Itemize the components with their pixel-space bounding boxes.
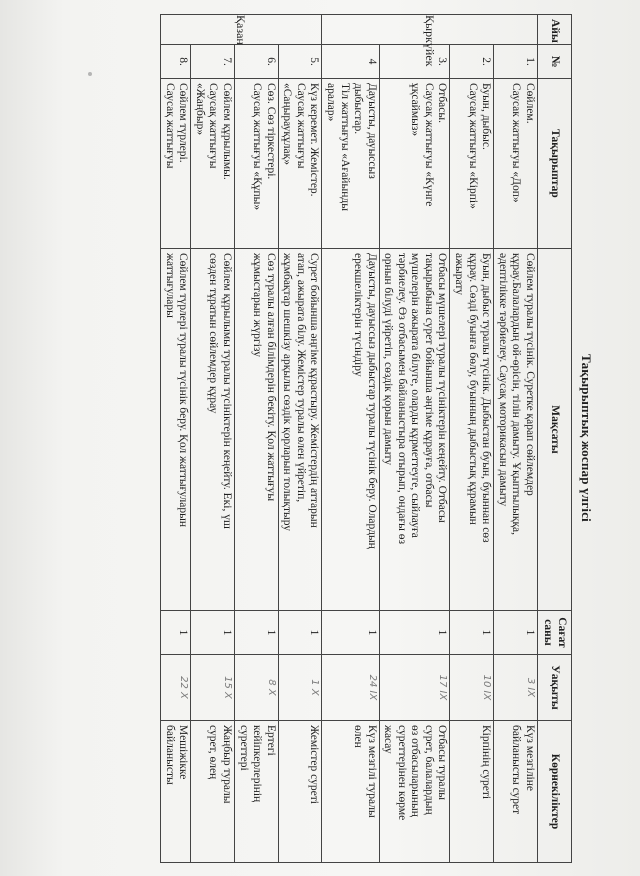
visuals-cell-line: өз отбасыларының <box>409 725 422 817</box>
goal-cell-line: Сөйлем түрлері туралы түсінік беру. Қол жаттығуларын <box>177 253 190 528</box>
goal-cell-line: жаттығулары <box>163 253 176 318</box>
goal-cell-line: атап, ажырата білу. Жемістер туралы өлен үйретіп, <box>294 253 307 503</box>
row-number: 5. <box>278 45 322 79</box>
hours-cell: 1 <box>235 611 279 655</box>
header-hours: Сағат саны <box>537 611 571 655</box>
visuals-cell-line: Жемістер суреті <box>308 725 321 804</box>
header-number: № <box>537 45 571 79</box>
topic-cell <box>235 79 279 249</box>
thematic-plan-table <box>160 14 572 863</box>
topic-cell-line: Сөйлем құрылымы. <box>221 83 234 180</box>
goal-cell-line: тақырыбына сурет бойынша әңгіме құрауға, отбасы <box>422 253 435 508</box>
date-cell: 8 X <box>235 655 279 721</box>
goal-cell <box>278 249 322 611</box>
goal-cell-line: Дауысты, дауыссыз дыбыстар туралы түсінік беру. Олардың <box>365 253 378 549</box>
topic-cell <box>278 79 322 249</box>
row-number: 2. <box>450 45 494 79</box>
topic-cell-line: Саусак жаттығуы «Доп» <box>510 83 523 203</box>
goal-cell-line: Сөйлем құрылымы туралы түсініктерін кеңейту. Екі, үш <box>221 253 234 529</box>
topic-cell-line: «Саңырауқұлақ» <box>281 83 294 165</box>
visuals-cell-line: өлен <box>352 725 365 748</box>
goal-cell-line: мүшелерін ажырата білуге, оларды құрметтеуге, сыйлауға <box>409 253 422 538</box>
table-row <box>494 15 538 863</box>
date-cell: 24 IX <box>322 655 379 721</box>
visuals-cell-line: суреттері <box>237 725 250 771</box>
goal-cell-line: құрау. Сөзді буынға бөлу, буынның дыбыстық құрамын <box>466 253 479 525</box>
goal-cell <box>161 249 191 611</box>
topic-cell <box>161 79 191 249</box>
topic-cell-line: Саусақ жаттығуы «Құпы» <box>251 83 264 211</box>
topic-cell <box>494 79 538 249</box>
goal-cell <box>322 249 379 611</box>
date-cell: 3 IX <box>494 655 538 721</box>
goal-cell-line: жұмыстарын жүргізу <box>251 253 264 357</box>
topic-cell-line: Сөйлем. <box>523 83 536 124</box>
hours-cell: 1 <box>379 611 450 655</box>
header-visuals: Көрнекіліктер <box>537 721 571 863</box>
hours-cell: 1 <box>450 611 494 655</box>
table-header-row <box>537 15 571 863</box>
date-cell: 1 X <box>278 655 322 721</box>
goal-cell-line: Сөз туралы алған білімдерін бекіту. Қол жаттығуы <box>264 253 277 502</box>
date-cell: 17 IX <box>379 655 450 721</box>
table-row <box>161 15 191 863</box>
visuals-cell <box>379 721 450 863</box>
topic-cell-line: Тіл жаттығуы «Ағайынды <box>338 83 351 211</box>
row-number: 4 <box>322 45 379 79</box>
visuals-cell <box>322 721 379 863</box>
month-cell: Қазан <box>161 15 322 45</box>
header-goals: Мақсаты <box>537 249 571 611</box>
visuals-cell <box>191 721 235 863</box>
row-number: 6. <box>235 45 279 79</box>
document-title: Тақырыптық жоспар үлгісі <box>579 354 594 522</box>
topic-cell-line: Дауысты, дауыссыз <box>365 83 378 179</box>
visuals-cell-line: Отбасы туралы <box>436 725 449 801</box>
goal-cell-line: орнын білуді үйретіп, сөздік қорын дамыту <box>382 253 395 466</box>
row-number: 3. <box>379 45 450 79</box>
visuals-cell <box>161 721 191 863</box>
table-row <box>450 15 494 863</box>
topic-cell <box>379 79 450 249</box>
topic-cell-line: Саусақ жаттығуы «Күнге <box>422 83 435 207</box>
visuals-cell-line: Ертегі <box>264 725 277 756</box>
table-row <box>322 15 379 863</box>
topic-cell-line: Буын, дыбыс. <box>480 83 493 150</box>
hours-cell: 1 <box>494 611 538 655</box>
visuals-cell <box>235 721 279 863</box>
visuals-cell-line: сурет, өлең <box>207 725 220 780</box>
goal-cell-line: жұмбақтар шешкізу арқылы сөздік қорларын толықтыру <box>281 253 294 532</box>
goal-cell-line: тәрбиелеу. Өз отбасымен байланыстыра отырып, ондағы өз <box>395 253 408 545</box>
topic-cell <box>322 79 379 249</box>
topic-cell-line: Саусақ жаттығуы <box>294 83 307 169</box>
row-number: 7. <box>191 45 235 79</box>
header-topics: Тақырыптар <box>537 79 571 249</box>
goal-cell-line: Сөйлем туралы түсінік. Суретке қарап сөйлемдер <box>523 253 536 496</box>
goal-cell-line: Сурет бойынша әңгіме құрастыру. Жемістердің аттарын <box>308 253 321 528</box>
goal-cell-line: Отбасы мүшелері туралы түсініктерін кеңейту. Отбасы <box>436 253 449 523</box>
hours-cell: 1 <box>161 611 191 655</box>
date-cell: 22 X <box>161 655 191 721</box>
visuals-cell-line: жасау <box>382 725 395 754</box>
visuals-cell-line: сурет, балалардың <box>422 725 435 815</box>
date-cell: 10 IX <box>450 655 494 721</box>
topic-cell-line: Саусақ жаттығуы «Кірпі» <box>466 83 479 209</box>
goal-cell <box>450 249 494 611</box>
topic-cell-line: Саусақ жаттығуы <box>163 83 176 169</box>
visuals-cell <box>450 721 494 863</box>
topic-cell-line: Сөз. Сөз тіркестері. <box>264 83 277 180</box>
goal-cell-line: құрау.Балалардың ой-өрісін, тілін дамыту. Ұқыптылыққа, <box>510 253 523 536</box>
topic-cell-line: Күз керемет. Жемістер. <box>308 83 321 197</box>
table-row <box>235 15 279 863</box>
topic-cell-line: аралар» <box>325 83 337 122</box>
goal-cell-line: Буын, дыбыс туралы түсінік. Дыбыстан буын, буыннан сөз <box>480 253 493 543</box>
visuals-cell-line: Күз мезгілі туралы <box>365 725 378 818</box>
visuals-cell-line: кейіпкерлерінің <box>251 725 264 803</box>
hours-cell: 1 <box>191 611 235 655</box>
header-date: Уақыты <box>537 655 571 721</box>
visuals-cell-line: Мешіжікке <box>177 725 190 780</box>
date-cell: 15 X <box>191 655 235 721</box>
goal-cell <box>235 249 279 611</box>
table-row <box>278 15 322 863</box>
visuals-cell-line: байланысты сурет <box>510 725 523 815</box>
topic-cell-line: Сөйлем түрлері. <box>177 83 190 163</box>
goal-cell <box>379 249 450 611</box>
visuals-cell <box>494 721 538 863</box>
hours-cell: 1 <box>322 611 379 655</box>
rotated-document-page <box>40 8 600 868</box>
header-month: Айы <box>537 15 571 45</box>
visuals-cell-line: суреттерінен көрме <box>395 725 408 821</box>
table-row <box>191 15 235 863</box>
goal-cell-line: әдептілікке тәрбиелеу. Саусақ моторикасын дамыту <box>496 253 509 507</box>
hours-cell: 1 <box>278 611 322 655</box>
visuals-cell-line: Күз мезгіліне <box>523 725 536 792</box>
table-row <box>379 15 450 863</box>
goal-cell-line: сөзден тұратын сөйлемдер құрау <box>207 253 220 414</box>
goal-cell-line: ажырату <box>453 253 466 295</box>
visuals-cell-line: Жаңбыр туралы <box>221 725 234 804</box>
topic-cell-line: дыбыстар. <box>352 83 365 135</box>
topic-cell-line: Отбасы. <box>436 83 449 123</box>
topic-cell <box>450 79 494 249</box>
visuals-cell-line: Кірпінің суреті <box>480 725 493 800</box>
row-number: 1. <box>494 45 538 79</box>
goal-cell <box>191 249 235 611</box>
visuals-cell <box>278 721 322 863</box>
topic-cell-line: «Жаңбыр» <box>193 83 206 136</box>
visuals-cell-line: байланысты <box>163 725 176 785</box>
month-cell: Қыркүйек <box>322 15 537 45</box>
goal-cell <box>494 249 538 611</box>
goal-cell-line: ерекшеліктерін түсіндіру <box>352 253 365 377</box>
topic-cell <box>191 79 235 249</box>
topic-cell-line: Саусақ жаттығуы <box>207 83 220 169</box>
topic-cell-line: ұқсаймыз» <box>409 83 422 137</box>
row-number: 8. <box>161 45 191 79</box>
